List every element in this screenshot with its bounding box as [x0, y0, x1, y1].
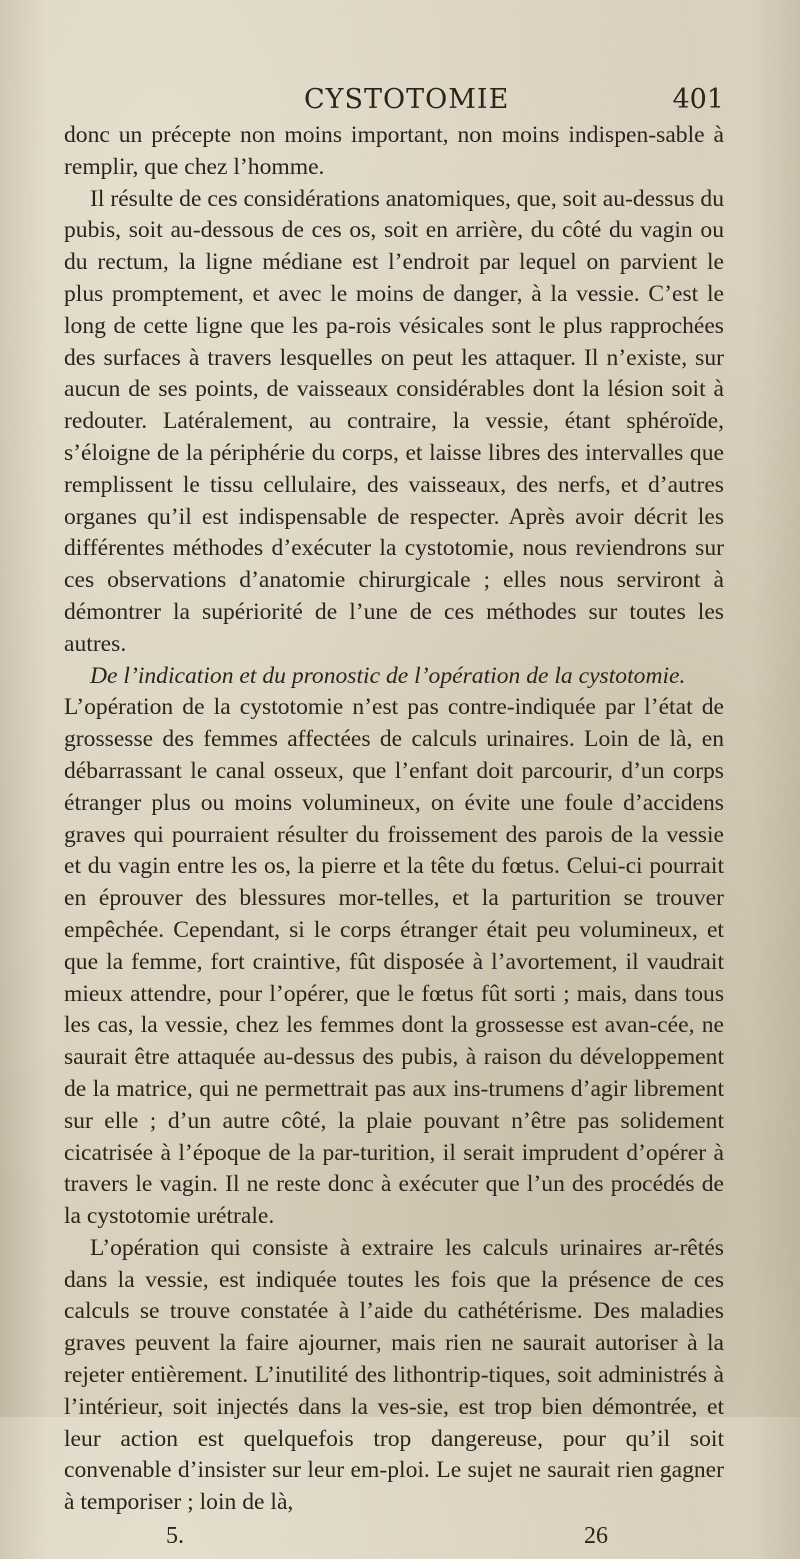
body-text [64, 120, 724, 1519]
paragraph: L’opération de la cystotomie n’est pas contre-indiquée par l’état de grossesse des femmes affectées de calculs urinaires. Loin de là, en débarrassant le canal osseux, que l’enfant doit parcourir, d’un corps étranger plus ou moins volumineux, on évite une foule d’accidens graves qui pourraient résulter du froissement des parois de la vessie et du vagin entre les os, la pierre et la tête du fœtus. Celui-ci pourrait en éprouver des blessures mor-telles, et la parturition se trouver empêchée. Cependant, si le corps étranger était peu volumineux, et que la femme, fort craintive, fût disposée à l’avortement, il vaudrait mieux attendre, pour l’opérer, que le fœtus fût sorti ; mais, dans tous les cas, la vessie, chez les femmes dont la grossesse est avan-cée, ne saurait être attaquée au-dessus des pubis, à raison du développement de la matrice, qui ne permettrait pas aux ins-trumens d’agir librement sur elle ; d’un autre côté, la plaie pouvant n’être pas solidement cicatrisée à l’époque de la par-turition, il serait imprudent d’opérer à travers le vagin. Il ne reste donc à exécuter que l’un des procédés de la cystotomie urétrale. [64, 694, 724, 1230]
paragraph: L’opération qui consiste à extraire les calculs urinaires ar-rêtés dans la vessie, est indiquée toutes les fois que la présence de ces calculs se trouve constatée à l’aide du cathétérisme. Des maladies graves peuvent la faire ajourner, mais rien ne saurait autoriser à la rejeter entièrement. L’inutilité des lithontrip-tiques, soit administrés à l’intérieur, soit injectés dans la ves-sie, est trop bien démontrée, et leur action est quelquefois trop dangereuse, pour qu’il soit convenable d’insister sur leur em-ploi. Le sujet ne saurait rien gagner à temporiser ; loin de là, [64, 1234, 724, 1516]
page-footer [64, 1523, 724, 1559]
paragraph: donc un précepte non moins important, non moins indispen-sable à remplir, que chez l’homme. [64, 122, 724, 180]
paragraph: Il résulte de ces considérations anatomiques, que, soit au-dessus du pubis, soit au-dessous de ces os, soit en arrière, du côté du vagin ou du rectum, la ligne médiane est l’endroit par lequel on parvient le plus promptement, et avec le moins de danger, à la vessie. C’est le long de cette ligne que les pa-rois vésicales sont le plus rapprochées des surfaces à travers lesquelles on peut les attaquer. Il n’existe, sur aucun de ses points, de vaisseaux considérables dont la lésion soit à redouter. Latéralement, au contraire, la vessie, étant sphéroïde, s’éloigne de la périphérie du corps, et laisse libres des intervalles que remplissent le tissu cellulaire, des vaisseaux, des nerfs, et d’autres organes qu’il est indispensable de respecter. Après avoir décrit les différentes méthodes d’exécuter la cystotomie, nous reviendrons sur ces observations d’anatomie chirurgicale ; elles nous serviront à démontrer la supériorité de l’une de ces méthodes sur toutes les autres. [64, 185, 724, 657]
section-heading: De l’indication et du pronostic de l’opération de la cystotomie. [90, 662, 686, 689]
running-title: CYSTOTOMIE [304, 84, 510, 115]
sheet-number: 26 [584, 1523, 608, 1550]
running-head [64, 84, 724, 120]
page-number: 401 [672, 84, 724, 115]
signature-mark: 5. [166, 1523, 184, 1550]
book-page [64, 84, 724, 1559]
